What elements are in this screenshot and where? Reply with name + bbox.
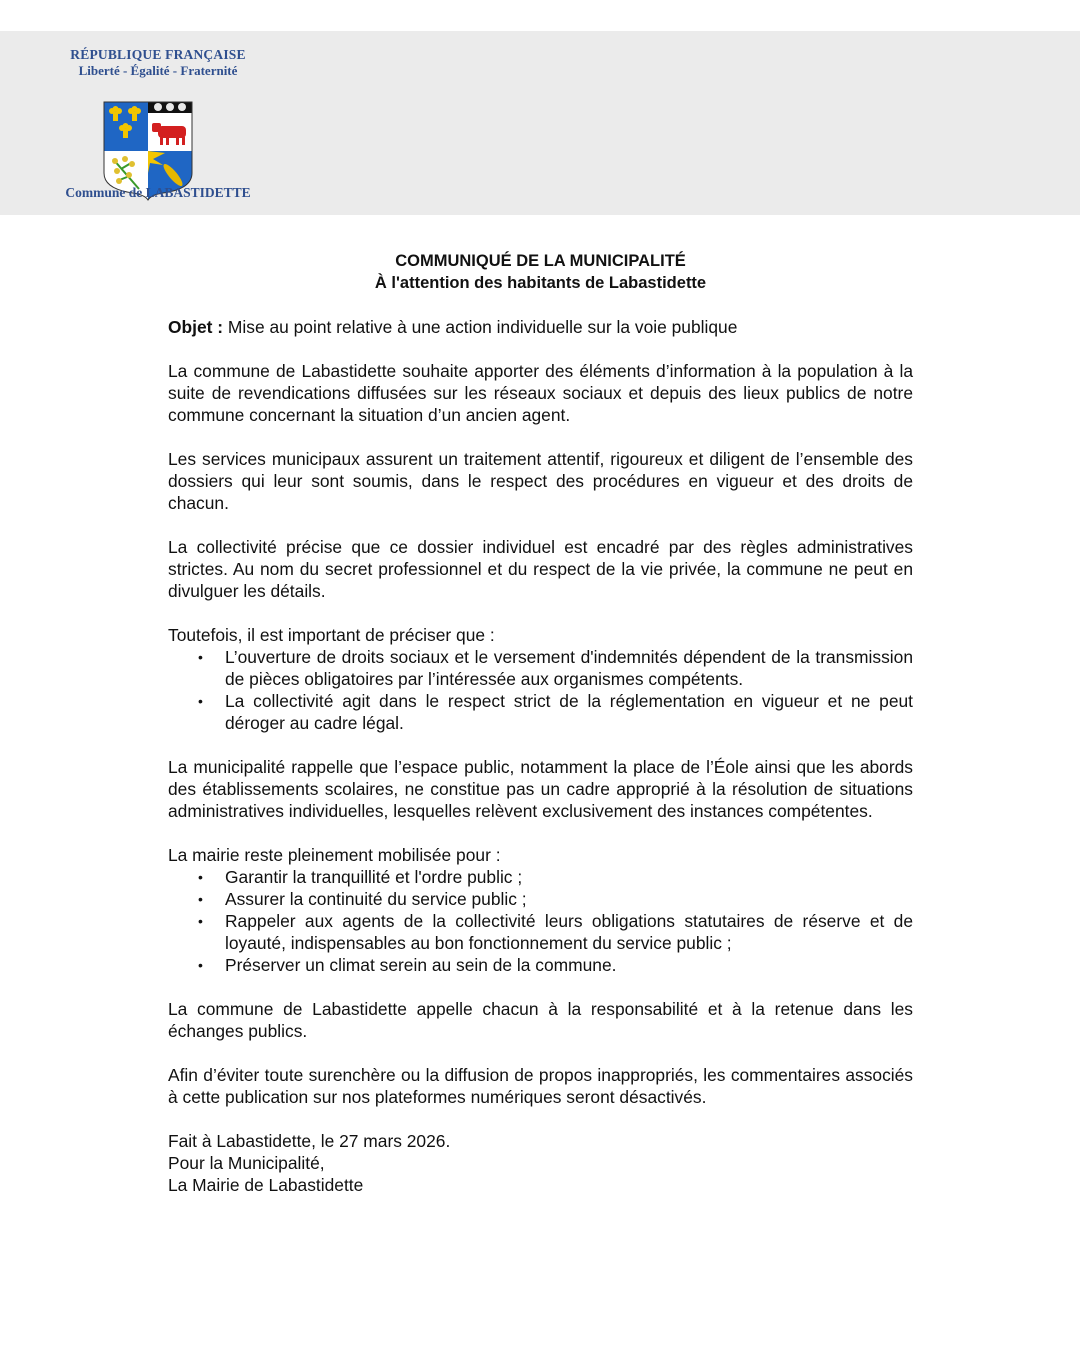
header-band xyxy=(0,31,1080,215)
bullet-icon: • xyxy=(198,913,203,929)
objet-label: Objet : xyxy=(168,317,224,337)
paragraph-collectivite: La collectivité précise que ce dossier individuel est encadré par des règles administratives strictes. Au nom du secret professionnel et du respect de la vie privée, la commune ne peut en divulguer les détails. xyxy=(168,537,913,601)
bullet-icon: • xyxy=(198,891,203,907)
list-mobilisation xyxy=(168,866,913,976)
list-item: • Rappeler aux agents de la collectivité leurs obligations statutaires de réserve et de loyauté, indispensables au bon fonctionnement du service public ; xyxy=(198,911,913,953)
bullet-icon: • xyxy=(198,869,203,885)
list2-intro: La mairie reste pleinement mobilisée pour : xyxy=(168,845,501,865)
list-item: • Garantir la tranquillité et l'ordre public ; xyxy=(198,867,523,887)
signature-for: Pour la Municipalité, xyxy=(168,1153,325,1173)
objet-text: Mise au point relative à une action individuelle sur la voie publique xyxy=(223,317,738,337)
communique-document xyxy=(168,250,913,1196)
commune-name: Commune de LABASTIDETTE xyxy=(65,185,251,200)
list-item: • Assurer la continuité du service public ; xyxy=(198,889,527,909)
republic-motto: Liberté - Égalité - Fraternité xyxy=(78,63,238,78)
paragraph-responsabilite: La commune de Labastidette appelle chacun à la responsabilité et à la retenue dans les échanges publics. xyxy=(168,999,913,1041)
signature-block xyxy=(168,1130,913,1196)
objet-line xyxy=(168,316,913,338)
list-item: • L’ouverture de droits sociaux et le versement d'indemnités dépendent de la transmission de pièces obligatoires par l’intéressée aux organismes compétents. xyxy=(198,647,913,689)
list-precisions xyxy=(168,646,913,734)
bullet-icon: • xyxy=(198,693,203,709)
list-item: • La collectivité agit dans le respect strict de la réglementation en vigueur et ne peut déroger au cadre légal. xyxy=(198,691,913,733)
paragraph-information: La commune de Labastidette souhaite apporter des éléments d’information à la population à la suite de revendications diffusées sur les réseaux sociaux et depuis des lieux publics de notre commune concernant la situation d’un ancien agent. xyxy=(168,361,913,425)
signature-place-date: Fait à Labastidette, le 27 mars 2026. xyxy=(168,1131,451,1151)
signature-signatory: La Mairie de Labastidette xyxy=(168,1175,364,1195)
bullet-icon: • xyxy=(198,957,203,973)
document-title: COMMUNIQUÉ DE LA MUNICIPALITÉ xyxy=(395,252,686,270)
list-item: • Préserver un climat serein au sein de la commune. xyxy=(198,955,617,975)
document-subtitle: À l'attention des habitants de Labastidette xyxy=(374,274,707,292)
list1-intro: Toutefois, il est important de préciser que : xyxy=(168,625,495,645)
paragraph-espace-public: La municipalité rappelle que l’espace public, notamment la place de l’Éole ainsi que les abords des établissements scolaires, ne constitue pas un cadre approprié à la résolution de situations administratives individuelles, lesquelles relèvent exclusivement des instances compétentes. xyxy=(168,757,913,821)
paragraph-commentaires: Afin d’éviter toute surenchère ou la diffusion de propos inappropriés, les commentaires associés à cette publication sur nos plateformes numériques seront désactivés. xyxy=(168,1065,913,1107)
republic-label: RÉPUBLIQUE FRANÇAISE xyxy=(70,47,246,62)
paragraph-services: Les services municipaux assurent un traitement attentif, rigoureux et diligent de l’ensemble des dossiers qui leur sont soumis, dans le respect des procédures en vigueur et des droits de chacun. xyxy=(168,449,913,513)
municipal-letterhead xyxy=(40,47,276,200)
bullet-icon: • xyxy=(198,649,203,665)
